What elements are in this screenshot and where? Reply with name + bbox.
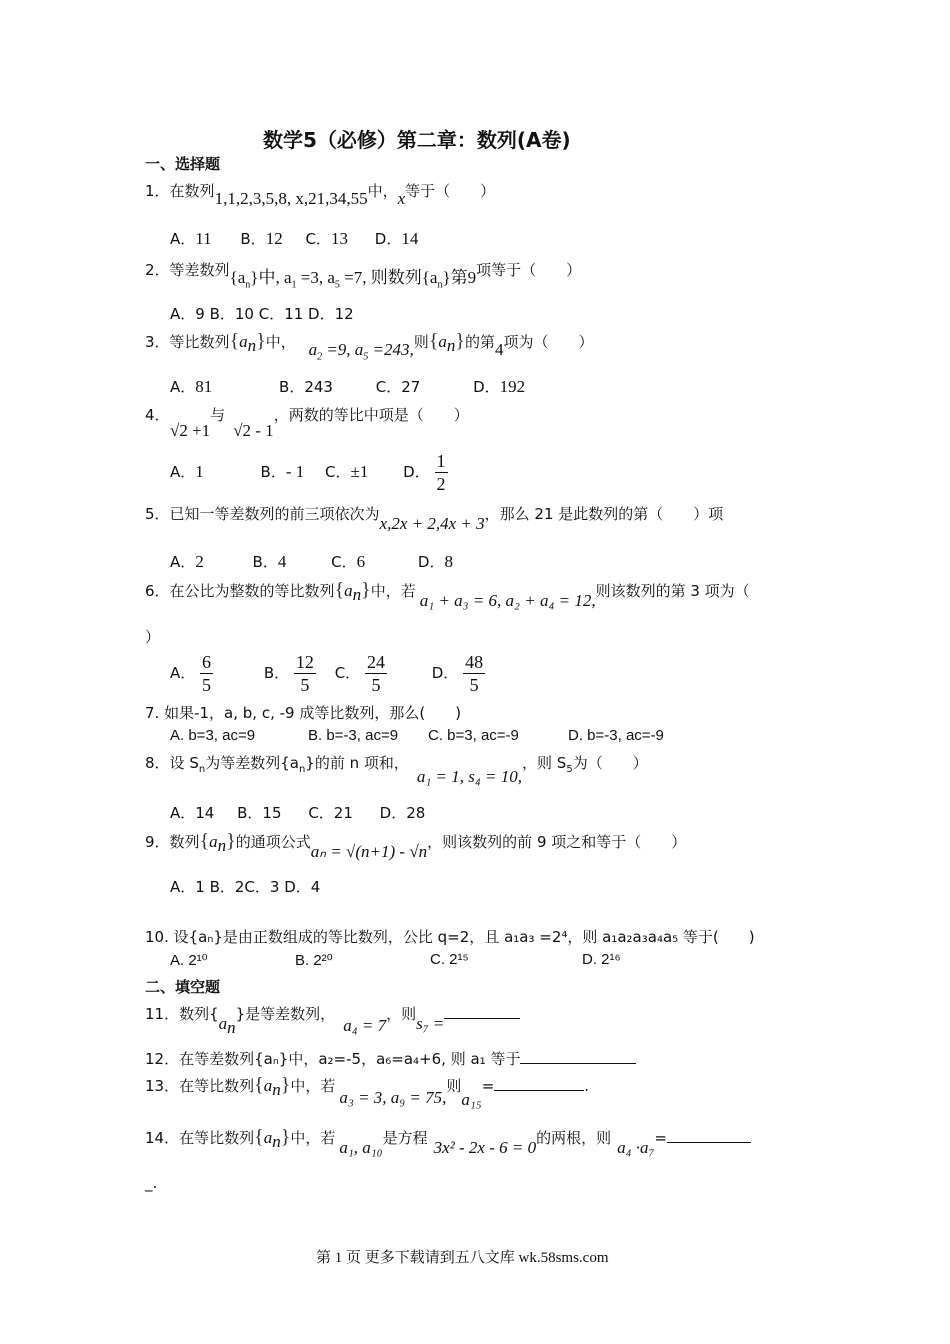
question-14-tail: _. bbox=[145, 1174, 158, 1192]
question-3-options: A．81 B．243 C．27 D．192 bbox=[170, 377, 526, 396]
answer-blank[interactable] bbox=[520, 1063, 636, 1064]
question-6-close: ） bbox=[145, 628, 161, 646]
question-11: 11．数列$\{a_n\}$是等差数列，a₄ = 7，则s₇ = bbox=[145, 1003, 520, 1028]
question-14: 14．在等比数列$\{a_n\}$中，若 a₁, a₁₀是方程 3x² - 2x - 6 = 0的两根，则 a₄ ·a₇= bbox=[145, 1126, 751, 1152]
section-fill: 二、填空题 bbox=[145, 978, 221, 996]
question-4-options: A．1 B．- 1 C．±1 D． $\frac{1}{2}$ bbox=[170, 451, 446, 494]
question-1-options: A．11 B．12 C．13 D．14 bbox=[170, 229, 419, 248]
question-2-options: A．9 B．10 C．11 D．12 bbox=[170, 305, 354, 323]
question-6: 6．在公比为整数的等比数列$\{a_n\}$中，若 a₁ + a₃ = 6, a₂ + a₄ = 12,则该数列的第 3 项为（ bbox=[145, 579, 750, 610]
question-3: 3．等比数列$\{a_n\}$中， $a_2 =9$, $a_5 =243$,则$\{a_n\}$的第4项为（ ） bbox=[145, 330, 594, 363]
question-1: 1．在数列1,1,2,3,5,8, x,21,34,55中，x等于（ ） bbox=[145, 182, 496, 208]
question-9-options: A．1 B．2C．3 D．4 bbox=[170, 878, 321, 896]
question-10: 10. 设{aₙ}是由正数组成的等比数列，公比 q=2，且 a₁a₃ =2⁴，则 a₁a₂a₃a₄a₅ 等于( ) bbox=[145, 928, 755, 946]
question-5-options: A．2 B．4 C．6 D．8 bbox=[170, 552, 453, 571]
question-5: 5．已知一等差数列的前三项依次为x,2x + 2,4x + 3，那么 21 是此数列的第（ ）项 bbox=[145, 505, 724, 533]
question-6-options: A． $\frac{6}{5}$ B． $\frac{12}{5}$ C． $\frac{24}{5}$ D． $\frac{48}{5}$ bbox=[170, 652, 484, 695]
question-2: 2．等差数列$\{a_n\}$中, $a_1 =3$, $a_5 =7$, 则数列$\{a_n\}$第9项等于（ ） bbox=[145, 261, 582, 291]
question-10-options: A. 2¹⁰ B. 2²⁰ C. 2¹⁵ D. 2¹⁶ bbox=[170, 951, 621, 969]
fraction-one-half: $\frac{1}{2}$ bbox=[436, 451, 446, 494]
question-12: 12．在等差数列{aₙ}中，a₂=-5，a₆=a₄+6, 则 a₁ 等于 bbox=[145, 1048, 636, 1069]
page-title: 数学5（必修）第二章：数列(A卷) bbox=[263, 128, 571, 152]
question-8: 8．设 $S_n$为等差数列$\{a_n\}$的前 n 项和，a₁ = 1, s₄ = 10,，则 $S_5$为（ ） bbox=[145, 754, 648, 786]
question-7: 7. 如果-1，a, b, c, -9 成等比数列，那么( ) bbox=[145, 704, 462, 722]
question-7-options: A. b=3, ac=9 B. b=-3, ac=9 C. b=3, ac=-9 D. b=-3, ac=-9 bbox=[170, 727, 664, 744]
answer-blank[interactable] bbox=[494, 1090, 584, 1091]
section-choice: 一、选择题 bbox=[145, 155, 221, 173]
question-9: 9．数列$\{a_n\}$的通项公式aₙ = √(n+1) - √n，则该数列的前 9 项之和等于（ ） bbox=[145, 830, 687, 861]
question-8-options: A．14 B．15 C．21 D．28 bbox=[170, 804, 426, 822]
answer-blank[interactable] bbox=[444, 1018, 520, 1019]
question-4: 4． bbox=[145, 406, 170, 424]
answer-blank[interactable] bbox=[667, 1142, 751, 1143]
page-footer: 第 1 页 更多下载请到五八文库 wk.58sms.com bbox=[316, 1250, 609, 1266]
question-13: 13．在等比数列$\{a_n\}$中，若a₃ = 3, a₉ = 75,则a₁₅= . bbox=[145, 1074, 590, 1109]
question-4-body: √2 +1与√2 - 1，两数的等比中项是（ ） bbox=[170, 406, 469, 440]
